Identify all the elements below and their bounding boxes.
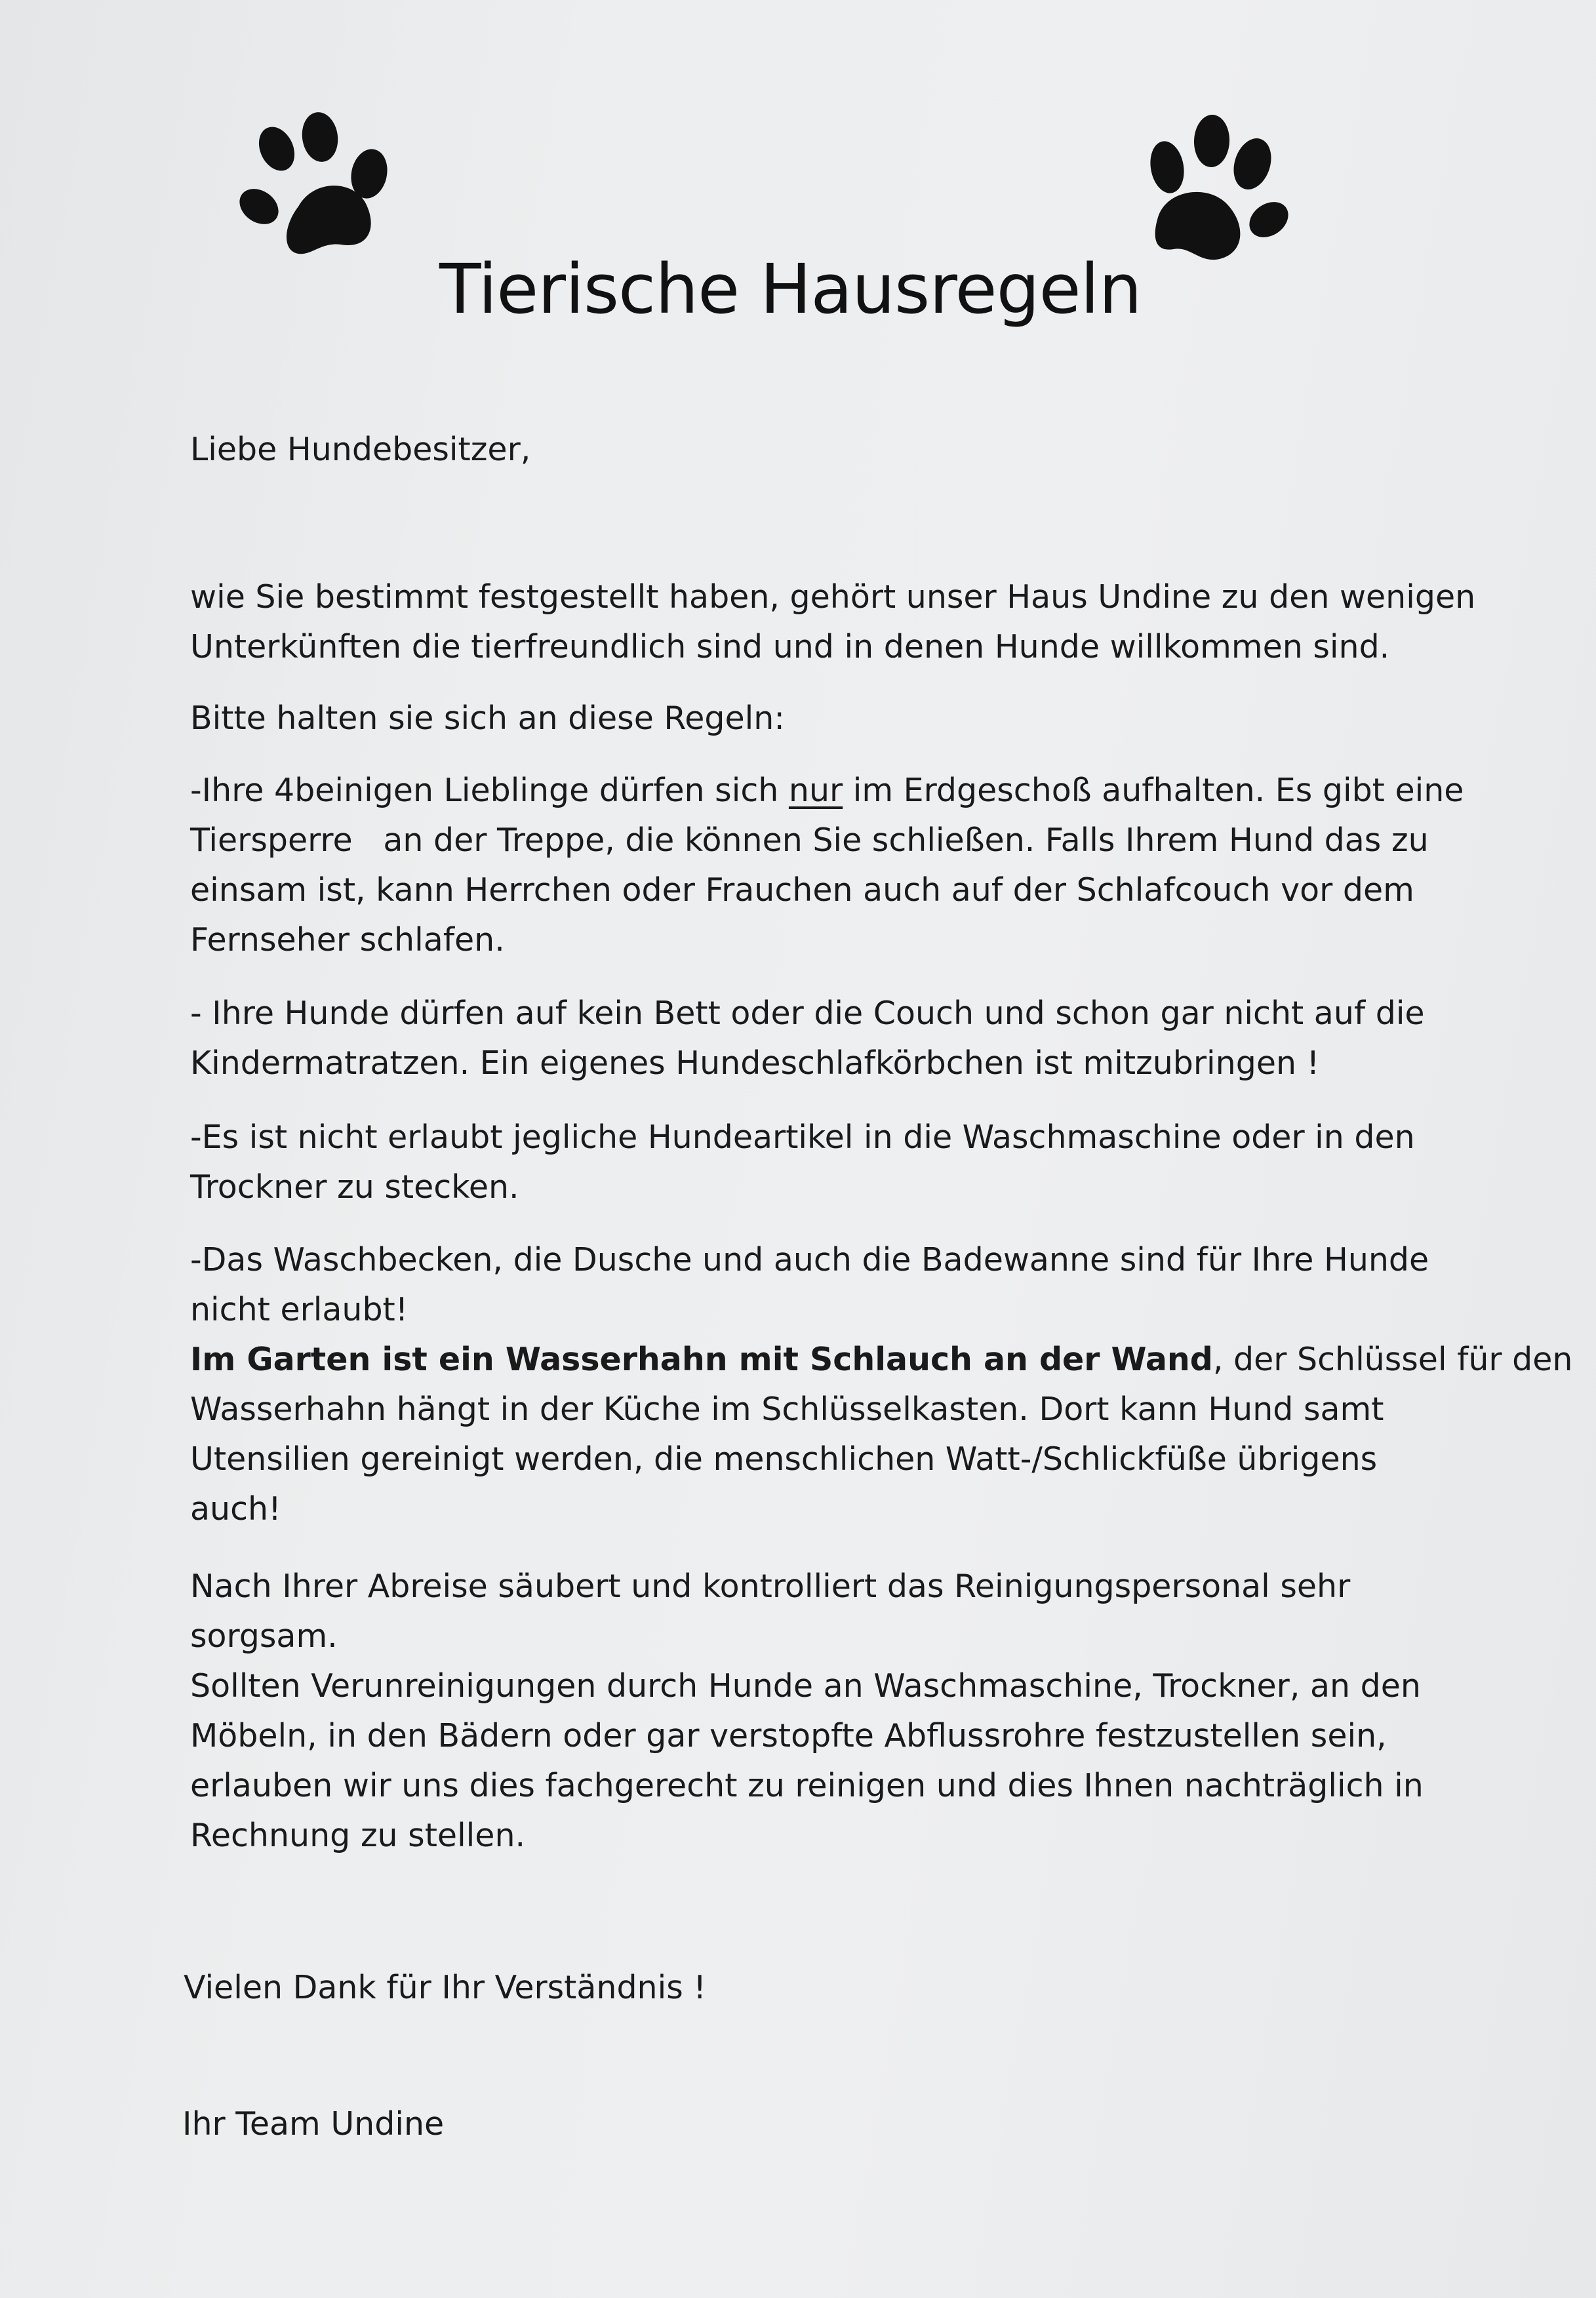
text-line: Rechnung zu stellen. <box>190 1817 526 1854</box>
text-line: Fernseher schlafen. <box>190 921 505 959</box>
rule-1-paragraph <box>190 766 1464 965</box>
paw-print-icon <box>1134 111 1298 275</box>
text-fragment: -Ihre 4beinigen Lieblinge dürfen sich <box>190 772 789 809</box>
text-line: nicht erlaubt! <box>190 1291 409 1328</box>
rule-4-paragraph <box>190 1235 1573 1534</box>
text-line: Wasserhahn hängt in der Küche im Schlüsselkasten. Dort kann Hund samt <box>190 1391 1384 1428</box>
text-line: wie Sie bestimmt festgestellt haben, gehört unser Haus Undine zu den wenigen <box>190 578 1476 616</box>
thanks-line: Vielen Dank für Ihr Verständnis ! <box>184 1969 706 2006</box>
text-line: Sollten Verunreinigungen durch Hunde an Waschmaschine, Trockner, an den <box>190 1667 1421 1705</box>
rule-2-paragraph <box>190 989 1456 1088</box>
emphasis-underlined: nur <box>788 772 843 809</box>
text-line: sorgsam. <box>190 1617 338 1655</box>
request-line: Bitte halten sie sich an diese Regeln: <box>190 700 785 737</box>
text-fragment: im Erdgeschoß aufhalten. Es gibt eine <box>843 772 1464 809</box>
text-line: Utensilien gereinigt werden, die menschlichen Watt-/Schlickfüße übrigens <box>190 1440 1378 1478</box>
text-line <box>190 1335 1573 1385</box>
text-line: erlauben wir uns dies fachgerecht zu reinigen und dies Ihnen nachträglich in <box>190 1767 1424 1804</box>
text-line: -Das Waschbecken, die Dusche und auch die Badewanne sind für Ihre Hunde <box>190 1241 1429 1278</box>
greeting: Liebe Hundebesitzer, <box>190 431 531 468</box>
text-line: auch! <box>190 1490 281 1528</box>
text-line <box>190 766 1464 816</box>
text-line: Nach Ihrer Abreise säubert und kontrolliert das Reinigungspersonal sehr <box>190 1568 1351 1605</box>
text-line: Kindermatratzen. Ein eigenes Hundeschlafkörbchen ist mitzubringen ! <box>190 1044 1320 1082</box>
signature: Ihr Team Undine <box>182 2105 445 2143</box>
rule-3-paragraph <box>190 1113 1456 1212</box>
text-line: Trockner zu stecken. <box>190 1168 519 1206</box>
text-fragment: , der Schlüssel für den <box>1212 1341 1573 1378</box>
cleaning-paragraph <box>190 1562 1456 1861</box>
paw-print-icon <box>236 108 400 272</box>
text-line: Möbeln, in den Bädern oder gar verstopfte Abflussrohre festzustellen sein, <box>190 1717 1387 1754</box>
text-line: -Es ist nicht erlaubt jegliche Hundeartikel in die Waschmaschine oder in den <box>190 1119 1415 1156</box>
text-line: einsam ist, kann Herrchen oder Frauchen auch auf der Schlafcouch vor dem <box>190 871 1414 909</box>
text-line: Tiersperre an der Treppe, die können Sie schließen. Falls Ihrem Hund das zu <box>190 822 1429 859</box>
intro-paragraph <box>190 572 1476 672</box>
page-title: Tierische Hausregeln <box>439 249 1142 329</box>
text-line: - Ihre Hunde dürfen auf kein Bett oder die Couch und schon gar nicht auf die <box>190 995 1425 1032</box>
emphasis-bold: Im Garten ist ein Wasserhahn mit Schlauch an der Wand <box>190 1341 1213 1378</box>
text-line: Unterkünften die tierfreundlich sind und in denen Hunde willkommen sind. <box>190 628 1390 665</box>
